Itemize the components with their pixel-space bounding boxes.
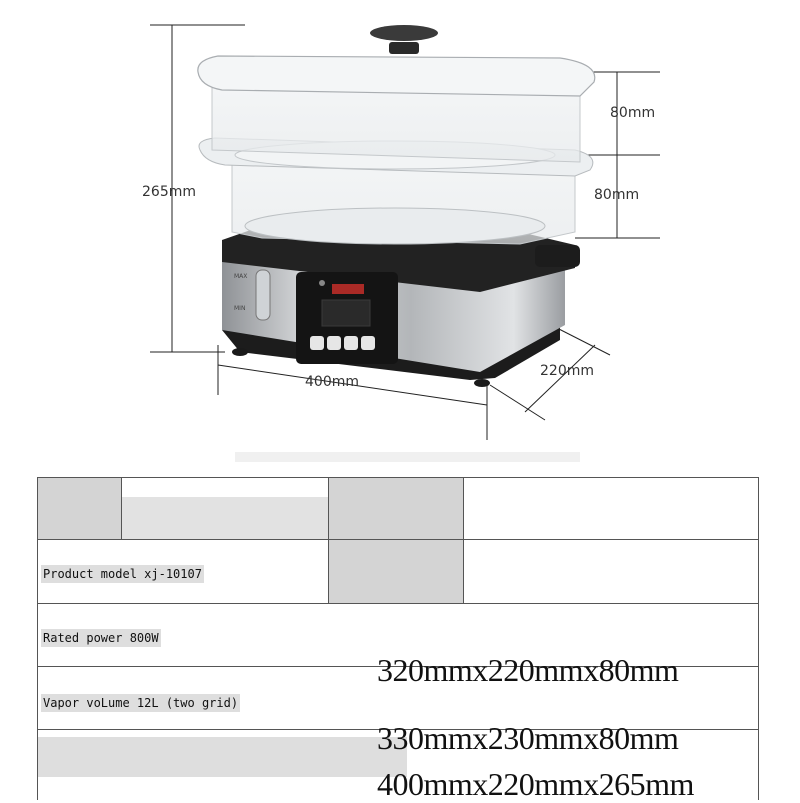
lid-knob	[370, 25, 438, 41]
panel-button-1[interactable]	[310, 336, 324, 350]
table-shade-model	[328, 539, 463, 603]
tier-middle-label: 80mm	[594, 187, 640, 203]
steamer-illustration	[198, 25, 595, 387]
bottom-steam-tray	[245, 208, 545, 244]
panel-button-4[interactable]	[361, 336, 375, 350]
height-label: 265mm	[142, 184, 196, 200]
table-shade-header	[37, 477, 121, 539]
depth-label: 220mm	[540, 363, 594, 379]
spec-table	[37, 477, 759, 800]
tier-top-label: 80mm	[610, 105, 656, 121]
power-indicator-icon	[319, 280, 325, 286]
spec-rated-power: Rated power 800W	[43, 631, 159, 645]
table-shade-header-3	[328, 477, 463, 539]
panel-button-2[interactable]	[327, 336, 341, 350]
spec-vapor-volume: Vapor voLume 12L (two grid)	[43, 696, 239, 710]
water-level-gauge	[256, 270, 270, 320]
table-shade-bottom	[37, 737, 407, 777]
max-mark: MAX	[234, 273, 248, 280]
status-text-display	[332, 284, 364, 294]
digital-display	[322, 300, 370, 326]
size-tier-1: 320mmx220mmx80mm	[377, 652, 679, 688]
glass-lid	[198, 56, 595, 96]
min-mark: MIN	[234, 305, 246, 312]
width-label: 400mm	[305, 374, 359, 390]
panel-button-3[interactable]	[344, 336, 358, 350]
size-tier-2: 330mmx230mmx80mm	[377, 720, 679, 756]
size-overall: 400mmx220mmx265mm	[377, 766, 694, 802]
spec-product-model: Product model xj-10107	[43, 567, 202, 581]
divider-strip	[235, 452, 580, 462]
